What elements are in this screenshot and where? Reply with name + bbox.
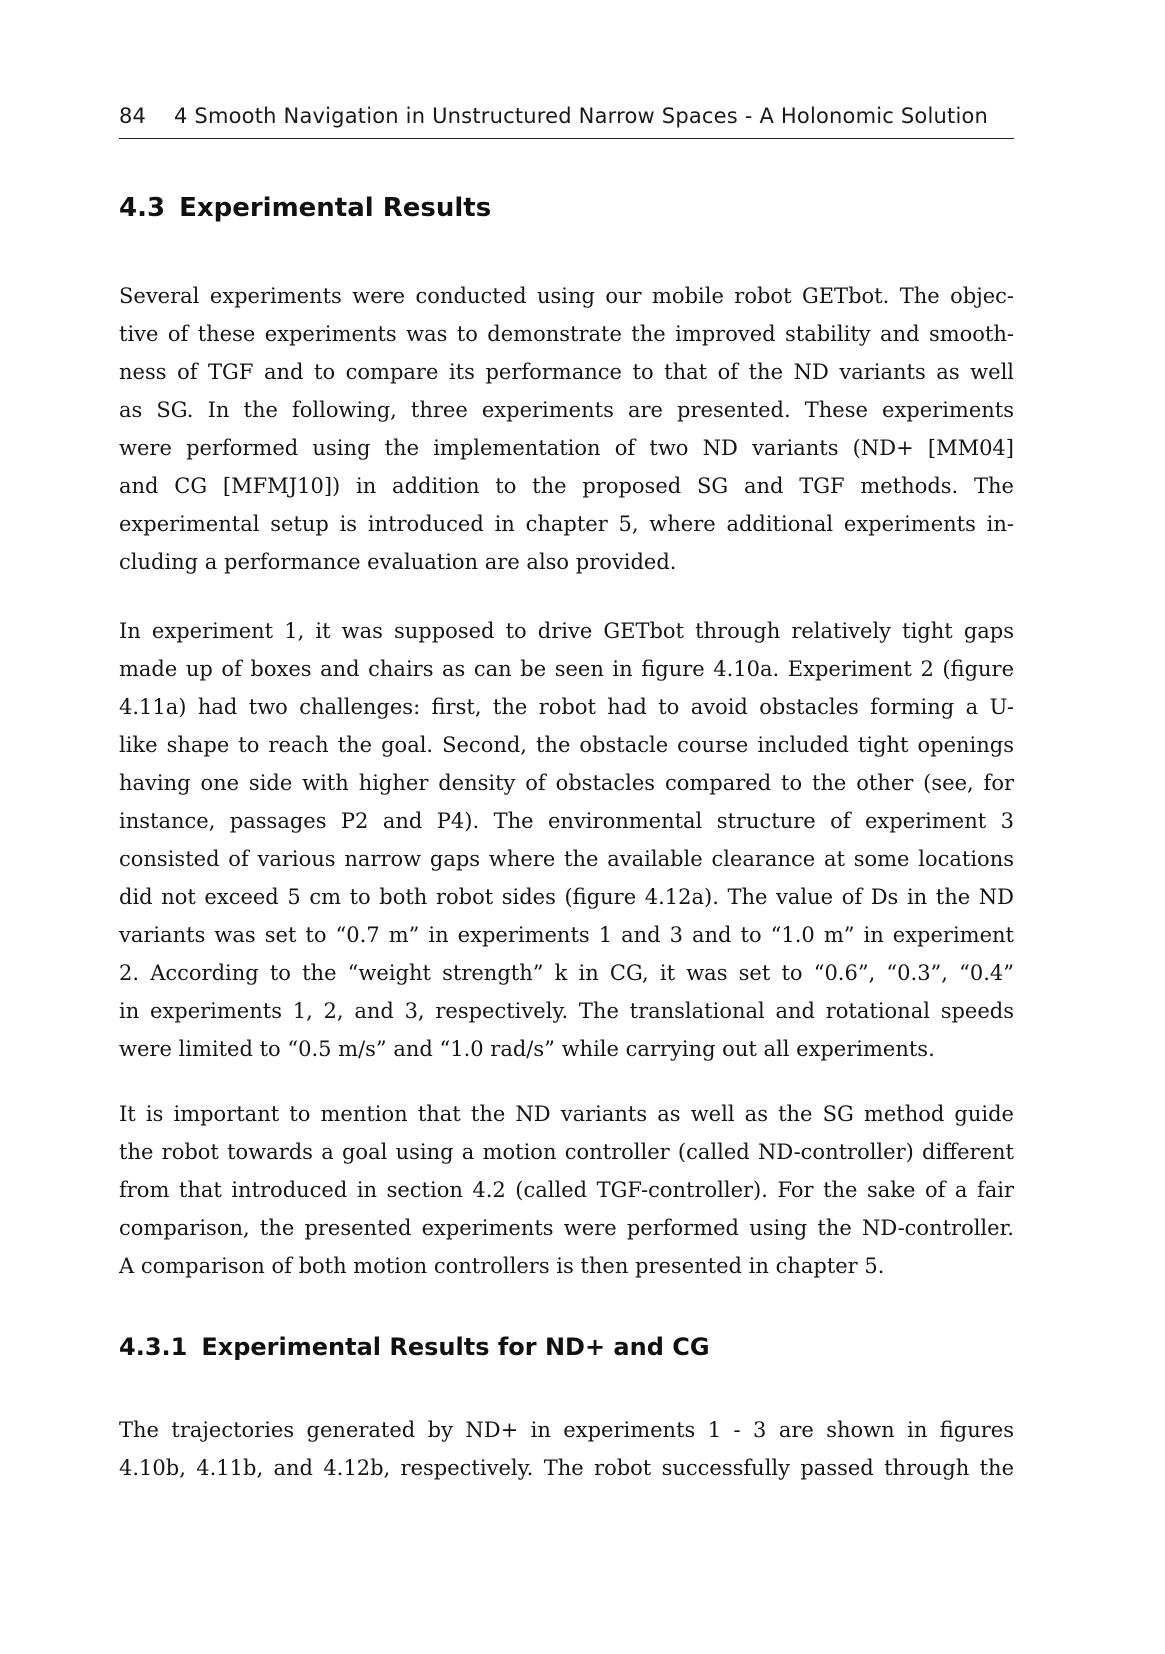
text-line: 4.10b, 4.11b, and 4.12b, respectively. The robot successfully passed through the <box>119 1456 1014 1480</box>
text-line: the robot towards a goal using a motion controller (called ND-controller) different <box>119 1140 1014 1164</box>
text-line: In experiment 1, it was supposed to drive GETbot through relatively tight gaps <box>119 619 1014 643</box>
text-line: tive of these experiments was to demonstrate the improved stability and smooth- <box>119 322 1014 346</box>
text-line: Several experiments were conducted using our mobile robot GETbot. The objec- <box>119 284 1014 308</box>
running-header <box>119 104 1014 139</box>
text-line: consisted of various narrow gaps where the available clearance at some locations <box>119 847 1014 871</box>
text-line: The trajectories generated by ND+ in experiments 1 - 3 are shown in figures <box>119 1418 1014 1442</box>
text-line: A comparison of both motion controllers is then presented in chapter 5. <box>119 1254 885 1278</box>
paragraph-1 <box>119 277 1014 581</box>
subsection-number: 4.3.1 <box>119 1333 188 1361</box>
text-line: and CG [MFMJ10]) in addition to the proposed SG and TGF methods. The <box>119 474 1014 498</box>
text-line: instance, passages P2 and P4). The environmental structure of experiment 3 <box>119 809 1014 833</box>
text-line: comparison, the presented experiments were performed using the ND-controller. <box>119 1216 1014 1240</box>
text-line: did not exceed 5 cm to both robot sides (figure 4.12a). The value of Ds in the ND <box>119 885 1014 909</box>
text-line: cluding a performance evaluation are also provided. <box>119 550 677 574</box>
text-line: in experiments 1, 2, and 3, respectively. The translational and rotational speeds <box>119 999 1014 1023</box>
text-line: made up of boxes and chairs as can be seen in figure 4.10a. Experiment 2 (figure <box>119 657 1014 681</box>
paragraph-3 <box>119 1095 1014 1285</box>
text-line: 4.11a) had two challenges: first, the robot had to avoid obstacles forming a U- <box>119 695 1014 719</box>
text-line: ness of TGF and to compare its performance to that of the ND variants as well <box>119 360 1014 384</box>
text-line: like shape to reach the goal. Second, the obstacle course included tight openings <box>119 733 1014 757</box>
text-line: from that introduced in section 4.2 (called TGF-controller). For the sake of a fair <box>119 1178 1014 1202</box>
paragraph-2 <box>119 612 1014 1068</box>
text-line: as SG. In the following, three experiments are presented. These experiments <box>119 398 1014 422</box>
text-line: were limited to “0.5 m/s” and “1.0 rad/s” while carrying out all experiments. <box>119 1037 935 1061</box>
text-line: variants was set to “0.7 m” in experiments 1 and 3 and to “1.0 m” in experiment <box>119 923 1014 947</box>
section-heading <box>119 193 491 223</box>
section-number: 4.3 <box>119 193 166 223</box>
section-title: Experimental Results <box>179 193 492 223</box>
subsection-title: Experimental Results for ND+ and CG <box>201 1333 710 1361</box>
text-line: were performed using the implementation of two ND variants (ND+ [MM04] <box>119 436 1014 460</box>
chapter-title: 4 Smooth Navigation in Unstructured Narrow Spaces - A Holonomic Solution <box>174 104 989 128</box>
text-line: having one side with higher density of obstacles compared to the other (see, for <box>119 771 1014 795</box>
text-line: It is important to mention that the ND variants as well as the SG method guide <box>119 1102 1014 1126</box>
text-line: 2. According to the “weight strength” k in CG, it was set to “0.6”, “0.3”, “0.4” <box>119 961 1014 985</box>
text-line: experimental setup is introduced in chapter 5, where additional experiments in- <box>119 512 1014 536</box>
subsection-heading <box>119 1333 710 1361</box>
paragraph-4 <box>119 1411 1014 1487</box>
page-number: 84 <box>119 104 147 128</box>
